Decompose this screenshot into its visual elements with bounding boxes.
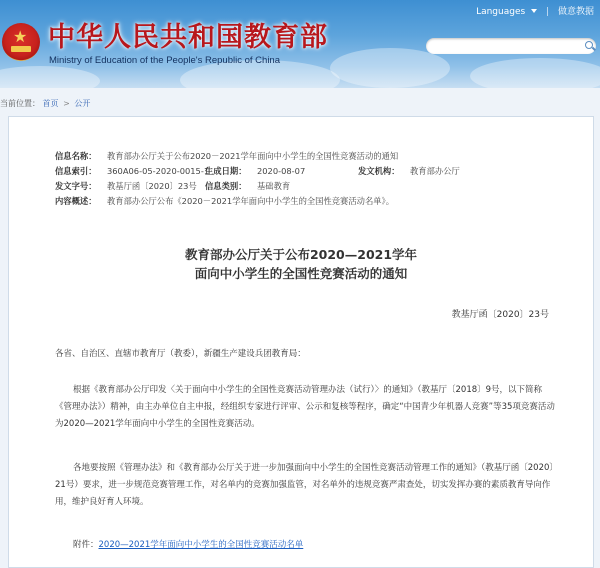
- meta-category-value: 基础教育: [257, 181, 291, 191]
- site-header: [0, 0, 600, 88]
- meta-date-label: 生成日期：: [205, 166, 247, 176]
- attachment-link[interactable]: 2020—2021学年面向中小学生的全国性竞赛活动名单: [98, 540, 304, 550]
- search-icon-handle: [592, 47, 596, 51]
- top-links: [464, 4, 594, 17]
- meta-issuer-value: 教育部办公厅: [410, 166, 460, 176]
- languages-label: Languages: [476, 7, 526, 17]
- document-title-line2: 面向中小学生的全国性竞赛活动的通知: [194, 266, 408, 281]
- document-title: [9, 245, 593, 283]
- site-title[interactable]: 中华人民共和国教育部: [48, 22, 328, 53]
- document-title-line1: 教育部办公厅关于公布2020—2021学年: [184, 247, 418, 262]
- attachment-line: [55, 537, 555, 554]
- languages-menu[interactable]: [470, 7, 537, 17]
- accessibility-link[interactable]: 做意教据: [557, 7, 594, 17]
- site-subtitle: Ministry of Education of the People's Republic of China: [49, 55, 280, 66]
- meta-issuer-label: 发文机构：: [358, 166, 400, 176]
- meta-date-value: 2020-08-07: [257, 166, 306, 176]
- search-button[interactable]: [584, 40, 596, 52]
- meta-name-value: 教育部办公厅关于公布2020－2021学年面向中小学生的全国性竞赛活动的通知: [107, 151, 399, 161]
- meta-index-label: 信息索引：: [55, 166, 97, 176]
- header-cloud-decoration: [330, 48, 450, 88]
- meta-row-summary: [55, 194, 555, 209]
- meta-docno-label: 发文字号：: [55, 181, 97, 191]
- breadcrumb: [0, 99, 90, 109]
- body-paragraph: 各地要按照《管理办法》和《教育部办公厅关于进一步加强面向中小学生的全国性竞赛活动管理工作的通知》（教基厅函〔2020〕21号）要求，进一步规范竞赛管理工作，对名单内的竞赛加强监管，对名单外的违规竞赛严肃查处，切实发挥办赛的素质教育导向作用，维护良好育人环境。: [55, 463, 554, 507]
- breadcrumb-label: 当前位置：: [0, 99, 40, 108]
- search-input[interactable]: [426, 38, 596, 54]
- meta-row-name: [55, 149, 555, 164]
- star-icon: ★: [13, 27, 28, 46]
- content-panel: [8, 116, 594, 568]
- chevron-down-icon: [531, 9, 537, 13]
- document-number: 教基厅函〔2020〕23号: [451, 310, 549, 320]
- national-emblem-logo[interactable]: [2, 23, 40, 61]
- breadcrumb-separator: >: [63, 99, 70, 108]
- salutation: 各省、自治区、直辖市教育厅（教委），新疆生产建设兵团教育局：: [55, 349, 306, 359]
- meta-index-value: 360A06-05-2020-0015-1: [107, 166, 210, 176]
- document-metadata: [55, 149, 555, 209]
- meta-row-docno: [55, 179, 555, 194]
- header-cloud-decoration: [0, 66, 100, 88]
- meta-summary-label: 内容概述：: [55, 196, 97, 206]
- tiananmen-gate-icon: [11, 46, 31, 52]
- divider: |: [546, 7, 550, 17]
- header-cloud-decoration: [470, 58, 600, 88]
- meta-name-label: 信息名称：: [55, 151, 97, 161]
- meta-category-label: 信息类别：: [205, 181, 247, 191]
- meta-docno-value: 教基厅函〔2020〕23号: [107, 181, 197, 191]
- breadcrumb-home-link[interactable]: 首页: [42, 99, 59, 108]
- meta-row-index: [55, 164, 555, 179]
- body-paragraph: 根据《教育部办公厅印发〈关于面向中小学生的全国性竞赛活动管理办法（试行）〉的通知》（教基厅〔2018〕9号，以下简称《管理办法》）精神，由主办单位自主申报，经组织专家进行评审、公示和复核等程序，确定“中国青少年机器人竞赛”等35项竞赛活动为2020—2021学年面向中小学生的全国性竞赛活动。: [55, 385, 555, 429]
- meta-summary-value: 教育部办公厅公布《2020－2021学年面向中小学生的全国性竞赛活动名单》。: [107, 196, 394, 206]
- attachment-label: 附件：: [73, 540, 99, 550]
- breadcrumb-current-link[interactable]: 公开: [74, 99, 91, 108]
